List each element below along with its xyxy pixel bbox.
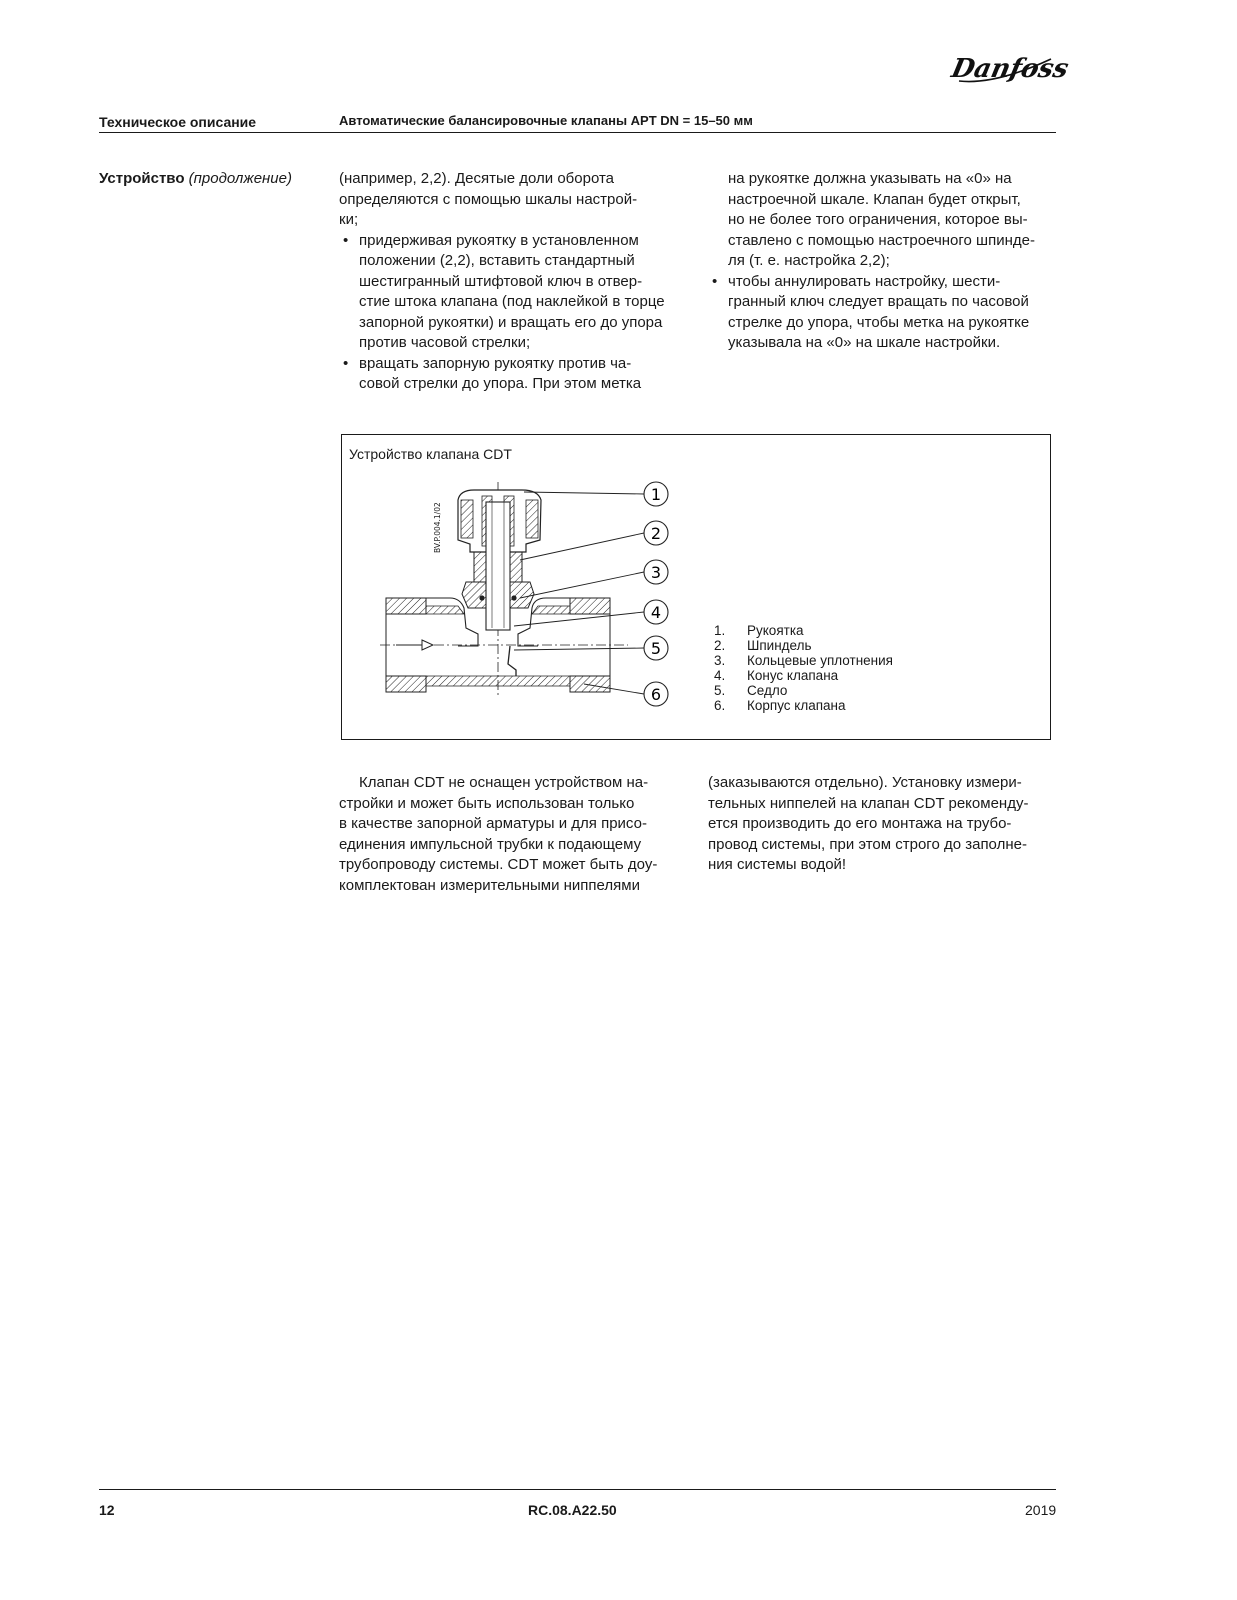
figure-legend (714, 623, 893, 713)
bullet-list (339, 231, 699, 395)
doc-title: Автоматические балансировочные клапаны APT DN = 15–50 мм (339, 113, 753, 128)
drawing-code: BV.P.004.1/02 (433, 502, 442, 553)
svg-text:Danfoss: Danfoss (948, 53, 1072, 84)
document-year: 2019 (1025, 1502, 1057, 1518)
body-column-2 (708, 169, 1068, 354)
body-column-1 (339, 169, 699, 395)
header-rule (99, 132, 1056, 133)
legend-item: 2. Шпиндель (714, 638, 812, 653)
svg-text:6: 6 (650, 685, 662, 704)
svg-text:3: 3 (650, 563, 662, 582)
section-title (99, 170, 292, 187)
legend-item: 6. Корпус клапана (714, 698, 846, 713)
svg-text:4: 4 (650, 603, 662, 622)
lower-column-2 (708, 773, 1068, 876)
callout-6 (644, 682, 668, 706)
section-title-sub: (продолжение) (188, 170, 292, 187)
svg-text:1: 1 (650, 485, 662, 504)
svg-text:5: 5 (650, 639, 662, 658)
legend-item: 1. Рукоятка (714, 623, 804, 638)
valve-diagram (378, 478, 678, 718)
callout-3 (644, 560, 668, 584)
figure-title: Устройство клапана CDT (349, 446, 512, 462)
paragraph: (заказываются отдельно). Установку измери- тельных ниппелей на клапан CDT рекоменду- ется производить до его монтажа на трубо- провод системы, при этом строго до заполне- ния системы водой! (708, 774, 1029, 873)
bullet-list (708, 272, 1068, 354)
danfoss-logo (948, 45, 1072, 87)
callout-5 (644, 636, 668, 660)
paragraph: (например, 2,2). Десятые доли оборота определяются с помощью шкалы настрой- ки; (339, 170, 638, 228)
paragraph: на рукоятке должна указывать на «0» на настроечной шкале. Клапан будет открыт, но не более того ограничения, которое вы- ставлено с помощью настроечного шпинде- ля (т. е. настройка 2,2); (728, 170, 1035, 269)
callout-2 (644, 521, 668, 545)
callout-1 (644, 482, 668, 506)
legend-item: 3. Кольцевые уплотнения (714, 653, 893, 668)
legend-item: 4. Конус клапана (714, 668, 839, 683)
document-code: RC.08.A22.50 (528, 1502, 617, 1518)
legend-item: 5. Седло (714, 683, 788, 698)
list-item: • вращать запорную рукоятку против ча- совой стрелки до упора. При этом метка (339, 354, 699, 395)
callout-4 (644, 600, 668, 624)
list-item: • чтобы аннулировать настройку, шести- гранный ключ следует вращать по часовой стрелке до упора, чтобы метка на рукоятке указывала на «0» на шкале настройки. (708, 272, 1068, 354)
lower-column-1 (339, 773, 699, 896)
list-item: • придерживая рукоятку в установленном положении (2,2), вставить стандартный шестигранный штифтовой ключ в отвер- стие штока клапана (под наклейкой в торце запорной рукоятки) и вращать его до упора против часовой стрелки; (339, 231, 699, 354)
svg-text:2: 2 (650, 524, 662, 543)
doc-type: Техническое описание (99, 114, 257, 130)
page-number: 12 (99, 1502, 115, 1518)
footer-rule (99, 1489, 1056, 1490)
section-title-main: Устройство (99, 170, 185, 187)
paragraph: Клапан CDT не оснащен устройством на- стройки и может быть использован только в качестве запорной арматуры и для присо- единения импульсной трубки к подающему трубопроводу системы. CDT может быть доу- комплектован измерительными ниппелями (339, 774, 658, 894)
